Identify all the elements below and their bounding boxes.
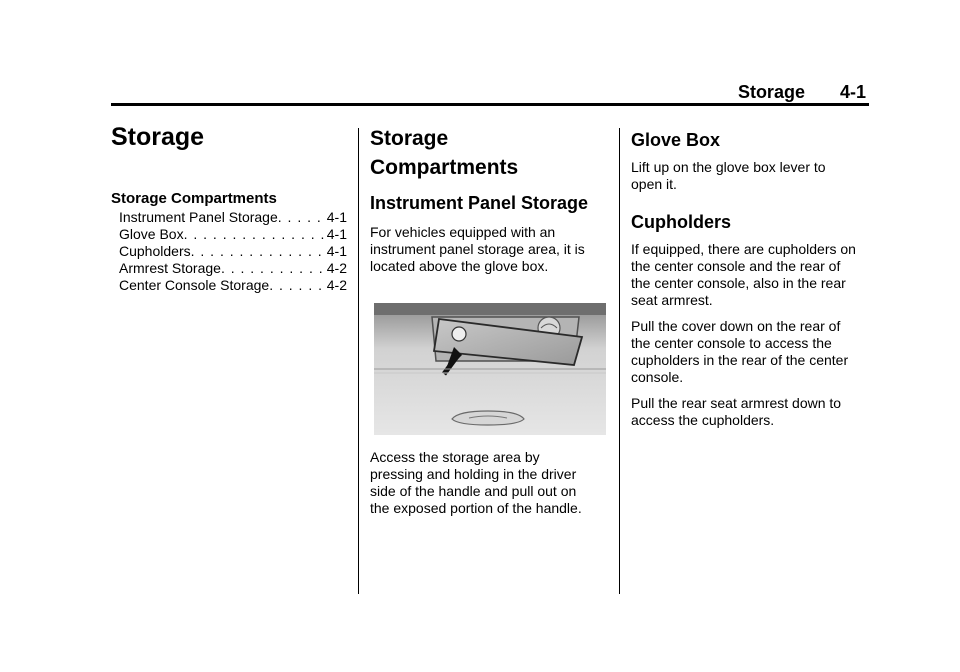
heading-line: Storage [370, 127, 449, 150]
cupholders-heading: Cupholders [631, 212, 732, 232]
toc-entry-label: Glove Box [119, 225, 184, 242]
text-line: Access the storage area by [370, 449, 540, 465]
toc-entry-label: Cupholders [119, 242, 191, 259]
text-line: open it. [631, 176, 677, 192]
toc-entry-page: 4-2 [326, 259, 347, 276]
toc-leader-dots [278, 209, 325, 226]
handle-release-button [452, 327, 466, 341]
text-line: the center console, also in the rear [631, 275, 846, 291]
cupholders-paragraph [631, 318, 869, 386]
toc-entry[interactable] [119, 226, 347, 243]
text-line: the center console and the rear of [631, 258, 841, 274]
instrument-panel-intro [370, 224, 606, 275]
text-line: For vehicles equipped with an [370, 224, 556, 240]
instrument-panel-storage-heading: Instrument Panel Storage [370, 193, 589, 213]
toc-leader-dots [269, 277, 325, 294]
instrument-panel-storage-illustration [374, 303, 606, 435]
text-line: console. [631, 369, 684, 385]
text-line: Lift up on the glove box lever to [631, 159, 826, 175]
text-line: If equipped, there are cupholders on [631, 241, 856, 257]
text-line: side of the handle and pull out on [370, 483, 577, 499]
page-number: 4-1 [839, 82, 866, 102]
text-line: pressing and holding in the driver [370, 466, 577, 482]
column-divider-1 [358, 128, 359, 594]
toc-entry-page: 4-1 [326, 242, 347, 259]
text-line: cupholders in the rear of the center [631, 352, 849, 368]
toc-leader-dots [191, 243, 325, 260]
toc-entry[interactable] [119, 209, 347, 226]
toc-section-heading: Storage Compartments [111, 189, 277, 207]
text-line: Pull the rear seat armrest down to [631, 395, 842, 411]
heading-line: Compartments [370, 156, 519, 179]
instrument-panel-access-instructions [370, 449, 606, 517]
toc-leader-dots [221, 260, 325, 277]
text-line: the exposed portion of the handle. [370, 500, 582, 516]
toc-entry-label: Armrest Storage [119, 259, 221, 276]
glove-box-latch [452, 411, 524, 425]
text-line: Pull the cover down on the rear of [631, 318, 841, 334]
glove-box-heading: Glove Box [631, 130, 721, 150]
cupholders-paragraph [631, 395, 869, 429]
glove-box-cupholders-column [631, 124, 869, 429]
glove-box-text [631, 159, 869, 193]
toc-entry-page: 4-2 [326, 276, 347, 293]
header-rule [111, 103, 869, 106]
running-head-title: Storage [737, 82, 805, 102]
storage-compartments-column [370, 124, 606, 517]
toc-entry[interactable] [119, 277, 347, 294]
toc-entry[interactable] [119, 243, 347, 260]
toc-entry-page: 4-1 [326, 225, 347, 242]
toc-entry-label: Center Console Storage [119, 276, 270, 293]
cupholders-paragraph [631, 241, 869, 309]
text-line: located above the glove box. [370, 258, 549, 274]
dashboard-top-edge [374, 303, 606, 315]
chapter-title: Storage [111, 123, 205, 151]
toc-entry-label: Instrument Panel Storage [119, 208, 278, 225]
storage-compartments-heading [370, 124, 606, 182]
column-divider-2 [619, 128, 620, 594]
toc-entry-page: 4-1 [326, 208, 347, 225]
toc-leader-dots [184, 226, 325, 243]
toc-entry[interactable] [119, 260, 347, 277]
text-line: access the cupholders. [631, 412, 775, 428]
page-header [738, 82, 866, 103]
text-line: seat armrest. [631, 292, 713, 308]
text-line: the center console to access the [631, 335, 832, 351]
text-line: instrument panel storage area, it is [370, 241, 585, 257]
toc-column [111, 124, 347, 294]
toc-list [111, 209, 347, 294]
